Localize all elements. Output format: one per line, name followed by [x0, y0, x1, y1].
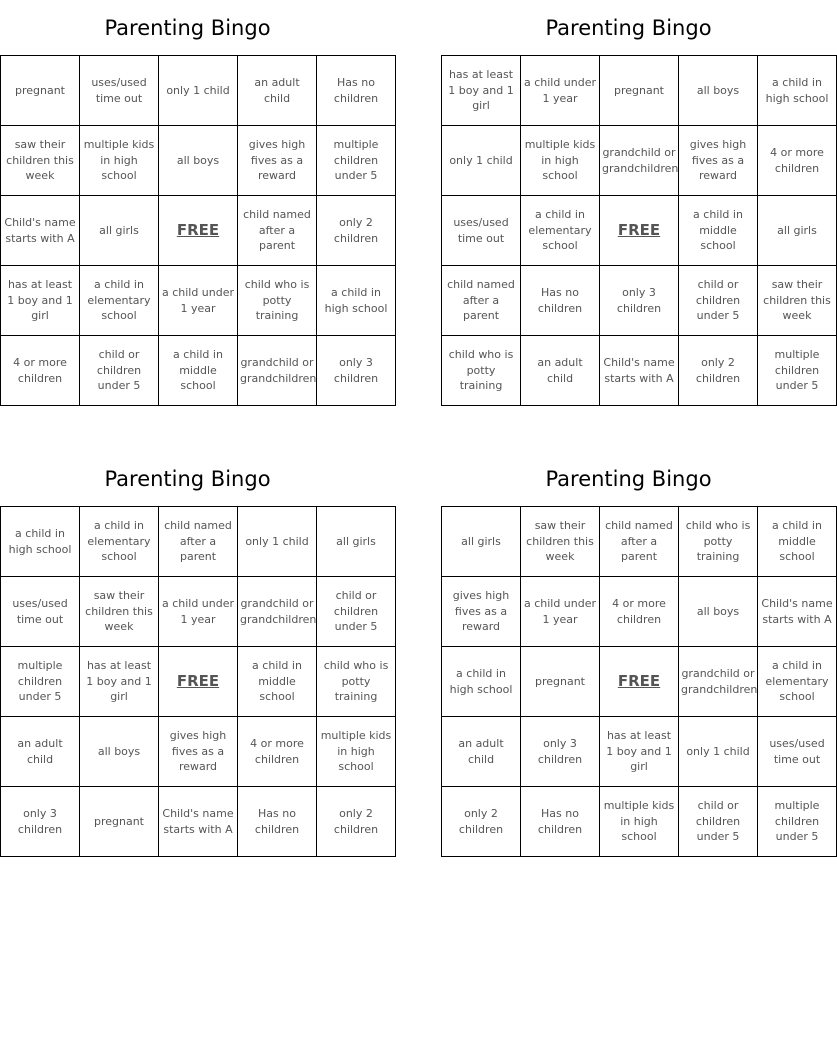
bingo-cell: grandchild or grandchildren [679, 647, 758, 717]
bingo-cell: gives high fives as a reward [238, 126, 317, 196]
bingo-cell: a child under 1 year [159, 577, 238, 647]
bingo-cell: all boys [80, 717, 159, 787]
bingo-cell: multiple kids in high school [80, 126, 159, 196]
bingo-cell: only 3 children [1, 787, 80, 857]
bingo-grid [0, 55, 396, 406]
bingo-cell: saw their children this week [80, 577, 159, 647]
bingo-cell: a child in middle school [758, 507, 837, 577]
bingo-cell: all boys [159, 126, 238, 196]
card-title: Parenting Bingo [104, 466, 271, 491]
bingo-cell: child who is potty training [442, 336, 521, 406]
bingo-cell: only 2 children [679, 336, 758, 406]
bingo-cell: child who is potty training [238, 266, 317, 336]
bingo-cell: only 2 children [317, 196, 396, 266]
grid-row [442, 266, 837, 336]
bingo-cell: an adult child [1, 717, 80, 787]
grid-row [1, 507, 396, 577]
bingo-cell: a child under 1 year [159, 266, 238, 336]
bingo-grid [441, 55, 837, 406]
grid-row [442, 647, 837, 717]
bingo-cell: multiple kids in high school [521, 126, 600, 196]
grid-row [1, 717, 396, 787]
bingo-cell: Child's name starts with A [600, 336, 679, 406]
bingo-cell: uses/used time out [1, 577, 80, 647]
grid-row [1, 336, 396, 406]
bingo-cell: uses/used time out [758, 717, 837, 787]
bingo-cell: has at least 1 boy and 1 girl [1, 266, 80, 336]
bingo-cell: all girls [317, 507, 396, 577]
bingo-cell: child or children under 5 [679, 266, 758, 336]
bingo-cell: saw their children this week [758, 266, 837, 336]
bingo-cell: pregnant [80, 787, 159, 857]
grid-row [1, 577, 396, 647]
bingo-cell: a child in high school [317, 266, 396, 336]
bingo-cell: multiple kids in high school [600, 787, 679, 857]
grid-row [442, 717, 837, 787]
bingo-card-1 [0, 0, 388, 406]
bingo-cell: only 3 children [521, 717, 600, 787]
grid-row [442, 787, 837, 857]
bingo-cell: a child in high school [1, 507, 80, 577]
grid-row [442, 507, 837, 577]
bingo-cell: gives high fives as a reward [442, 577, 521, 647]
bingo-cell: a child in middle school [159, 336, 238, 406]
grid-row [442, 56, 837, 126]
bingo-cell: a child in elementary school [80, 266, 159, 336]
card-title: Parenting Bingo [545, 15, 712, 40]
bingo-cell: a child in high school [758, 56, 837, 126]
bingo-cell: only 2 children [442, 787, 521, 857]
bingo-cell: Child's name starts with A [758, 577, 837, 647]
bingo-cell: 4 or more children [238, 717, 317, 787]
bingo-cell: 4 or more children [1, 336, 80, 406]
bingo-cell: multiple children under 5 [758, 336, 837, 406]
bingo-cell: pregnant [600, 56, 679, 126]
free-space: FREE [600, 647, 679, 717]
bingo-cell: only 3 children [317, 336, 396, 406]
grid-row [442, 336, 837, 406]
bingo-cell: saw their children this week [1, 126, 80, 196]
free-space: FREE [600, 196, 679, 266]
bingo-cell: child or children under 5 [80, 336, 159, 406]
grid-row [442, 126, 837, 196]
bingo-cell: a child in high school [442, 647, 521, 717]
bingo-cell: child named after a parent [600, 507, 679, 577]
bingo-cell: child named after a parent [238, 196, 317, 266]
bingo-cell: an adult child [442, 717, 521, 787]
bingo-cell: Has no children [238, 787, 317, 857]
bingo-cell: only 1 child [442, 126, 521, 196]
grid-row [1, 787, 396, 857]
bingo-cell: all girls [442, 507, 521, 577]
bingo-cell: saw their children this week [521, 507, 600, 577]
card-title: Parenting Bingo [545, 466, 712, 491]
bingo-cell: 4 or more children [600, 577, 679, 647]
grid-row [442, 196, 837, 266]
bingo-cell: Has no children [521, 266, 600, 336]
bingo-cell: grandchild or grandchildren [600, 126, 679, 196]
bingo-cell: a child in elementary school [80, 507, 159, 577]
bingo-cell: child who is potty training [679, 507, 758, 577]
bingo-cell: only 1 child [159, 56, 238, 126]
bingo-cell: uses/used time out [80, 56, 159, 126]
grid-row [1, 56, 396, 126]
bingo-cell: pregnant [1, 56, 80, 126]
bingo-cell: only 1 child [679, 717, 758, 787]
grid-row [1, 266, 396, 336]
grid-row [1, 647, 396, 717]
bingo-cell: 4 or more children [758, 126, 837, 196]
bingo-cell: only 3 children [600, 266, 679, 336]
bingo-cell: gives high fives as a reward [679, 126, 758, 196]
bingo-cell: Has no children [521, 787, 600, 857]
bingo-cell: multiple children under 5 [317, 126, 396, 196]
bingo-cell: a child under 1 year [521, 56, 600, 126]
bingo-grid [0, 506, 396, 857]
bingo-card-2 [441, 0, 831, 406]
bingo-cell: a child in middle school [238, 647, 317, 717]
grid-row [1, 196, 396, 266]
free-space: FREE [159, 196, 238, 266]
bingo-cell: pregnant [521, 647, 600, 717]
bingo-grid [441, 506, 837, 857]
bingo-cell: has at least 1 boy and 1 girl [80, 647, 159, 717]
bingo-cell: all girls [80, 196, 159, 266]
bingo-cell: child or children under 5 [317, 577, 396, 647]
bingo-cell: all boys [679, 577, 758, 647]
bingo-cell: a child in elementary school [521, 196, 600, 266]
bingo-cell: grandchild or grandchildren [238, 336, 317, 406]
bingo-cell: multiple children under 5 [758, 787, 837, 857]
bingo-cell: a child under 1 year [521, 577, 600, 647]
free-space: FREE [159, 647, 238, 717]
bingo-cell: Child's name starts with A [159, 787, 238, 857]
bingo-cell: has at least 1 boy and 1 girl [600, 717, 679, 787]
bingo-cell: an adult child [521, 336, 600, 406]
bingo-cell: multiple children under 5 [1, 647, 80, 717]
bingo-cell: a child in middle school [679, 196, 758, 266]
bingo-card-4 [441, 451, 833, 857]
bingo-card-3 [0, 451, 392, 857]
bingo-cell: grandchild or grandchildren [238, 577, 317, 647]
grid-row [442, 577, 837, 647]
bingo-cell: Child's name starts with A [1, 196, 80, 266]
bingo-cell: multiple kids in high school [317, 717, 396, 787]
bingo-cell: an adult child [238, 56, 317, 126]
bingo-cell: uses/used time out [442, 196, 521, 266]
bingo-cell: a child in elementary school [758, 647, 837, 717]
bingo-cell: child named after a parent [442, 266, 521, 336]
bingo-cell: Has no children [317, 56, 396, 126]
bingo-cell: only 1 child [238, 507, 317, 577]
bingo-cell: has at least 1 boy and 1 girl [442, 56, 521, 126]
bingo-cell: only 2 children [317, 787, 396, 857]
bingo-cell: all boys [679, 56, 758, 126]
bingo-cell: all girls [758, 196, 837, 266]
bingo-cell: gives high fives as a reward [159, 717, 238, 787]
grid-row [1, 126, 396, 196]
bingo-cell: child or children under 5 [679, 787, 758, 857]
card-title: Parenting Bingo [104, 15, 271, 40]
bingo-cell: child named after a parent [159, 507, 238, 577]
bingo-cell: child who is potty training [317, 647, 396, 717]
